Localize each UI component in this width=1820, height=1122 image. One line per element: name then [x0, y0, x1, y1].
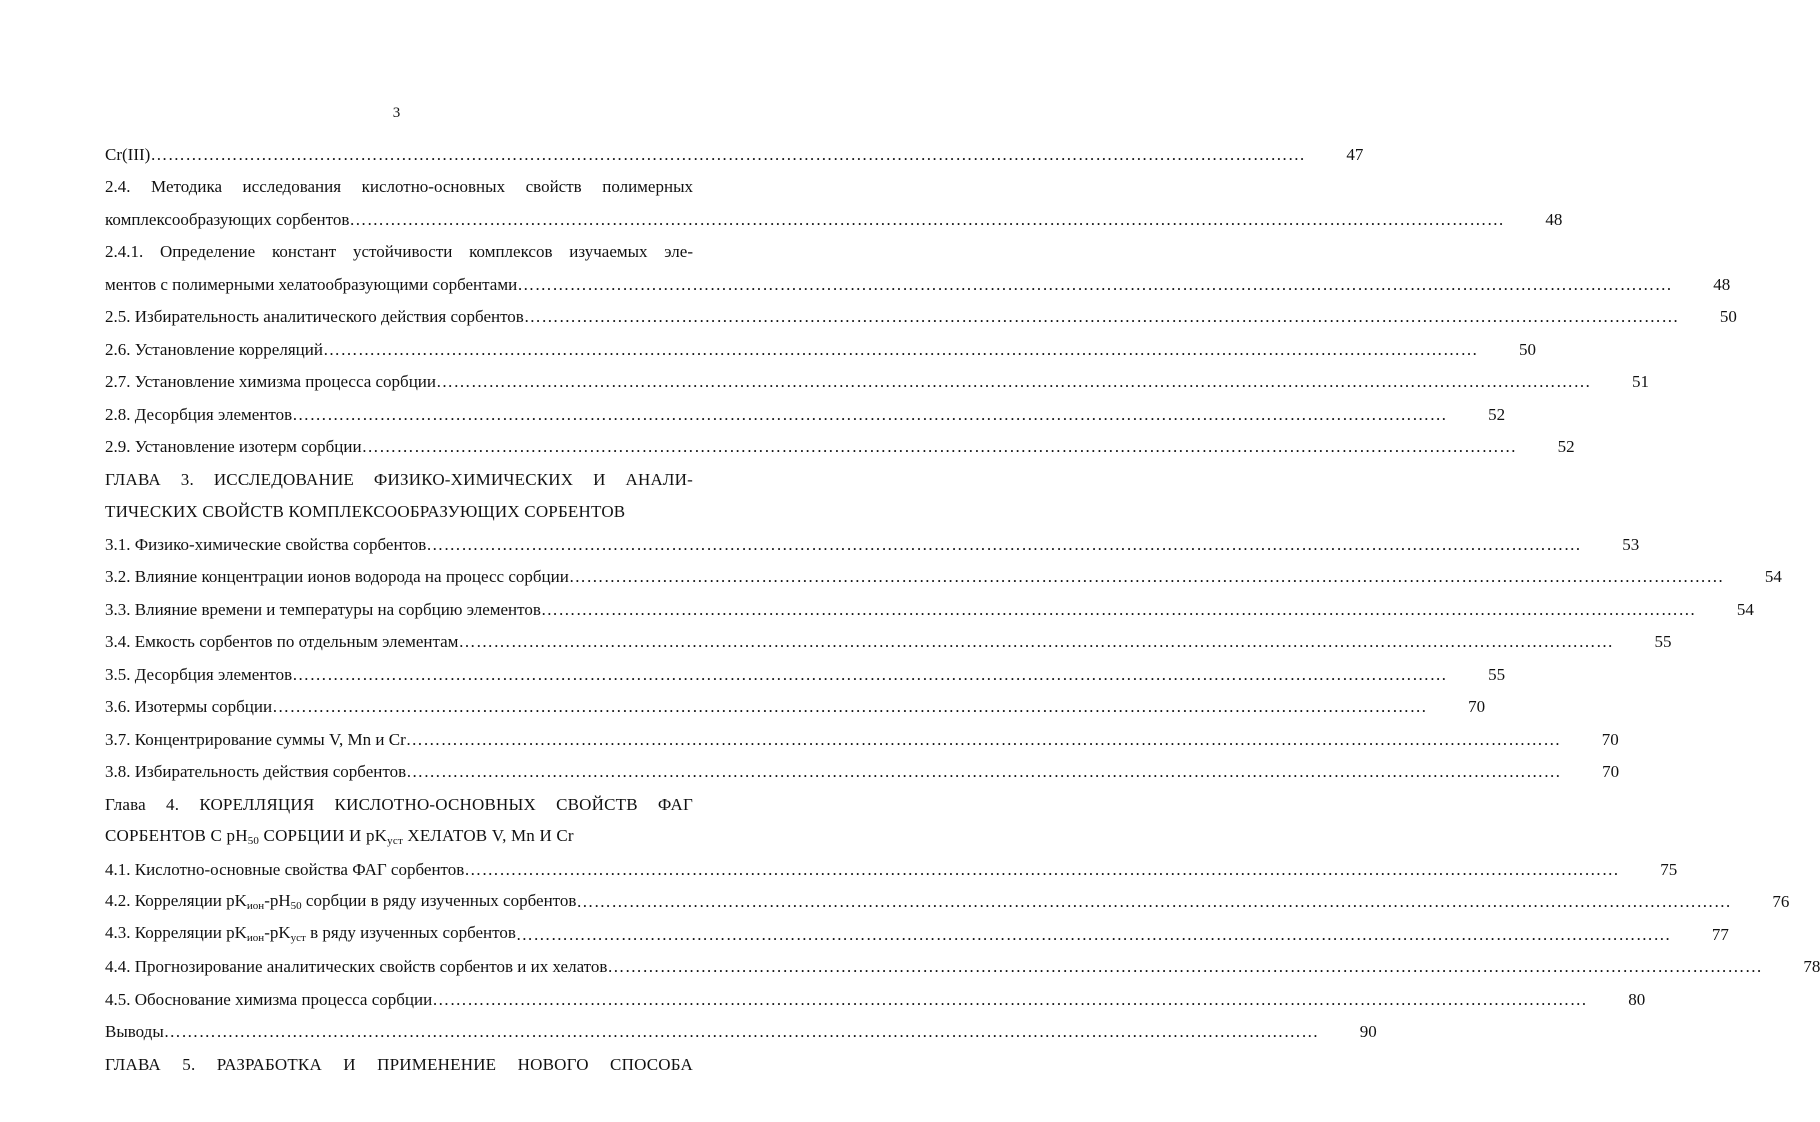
toc-entry-page: 55 — [1654, 632, 1672, 652]
subscript: уст — [387, 834, 403, 847]
toc-entry — [105, 398, 1506, 431]
toc-entry-title: 3.7. Концентрирование суммы V, Mn и Cr — [105, 729, 406, 749]
toc-entry — [105, 561, 1782, 594]
toc-entry — [105, 593, 1754, 626]
toc-leader-dots — [458, 633, 1613, 650]
subscript: ион — [246, 899, 265, 912]
toc-entry-title: 3.2. Влияние концентрации ионов водорода на процесс сорбции — [105, 567, 569, 587]
toc-entry — [105, 301, 1737, 334]
toc-entry-title: 3.8. Избирательность действия сорбентов — [105, 762, 407, 782]
title-part: -pK — [264, 923, 291, 943]
toc-leader-dots — [164, 1023, 1319, 1040]
toc-leader-dots — [292, 666, 1447, 683]
toc-entry-page: 75 — [1660, 859, 1678, 879]
toc-leader-dots — [150, 146, 1305, 163]
toc-entry-page: 50 — [1518, 339, 1536, 359]
toc-entry-title: 2.5. Избирательность аналитического действия сорбентов — [105, 307, 524, 327]
toc-leader-dots — [362, 438, 1517, 455]
toc-leader-dots — [569, 568, 1724, 585]
toc-entry — [105, 756, 1620, 789]
chapter-heading — [105, 496, 738, 529]
toc-entry-title: 3.4. Емкость сорбентов по отдельным элементам — [105, 632, 459, 652]
chapter-heading — [105, 463, 738, 496]
toc-entry-title: 2.4.1. Определение констант устойчивости комплексов изучаемых эле- — [105, 242, 693, 262]
chapter-heading-text: Глава 4. КОРЕЛЛЯЦИЯ КИСЛОТНО-ОСНОВНЫХ СВОЙСТВ ФАГ — [105, 794, 693, 814]
toc-entry — [105, 658, 1506, 691]
toc-entry-title: комплексообразующих сорбентов — [105, 209, 350, 229]
toc-entry-title: 2.7. Установление химизма процесса сорбции — [105, 372, 437, 392]
toc-entry-page: 47 — [1346, 144, 1364, 164]
toc-entry-page: 48 — [1545, 209, 1563, 229]
heading-part: СОРБЕНТОВ С pH — [105, 825, 248, 845]
chapter-heading — [105, 788, 738, 821]
toc-entry-page: 54 — [1736, 599, 1754, 619]
toc-entry-title: 2.9. Установление изотерм сорбции — [105, 437, 362, 457]
toc-leader-dots — [406, 731, 1561, 748]
toc-entry — [105, 366, 1650, 399]
toc-entry-page: 54 — [1764, 567, 1782, 587]
toc-entry-title — [105, 924, 516, 944]
toc-entry — [105, 886, 1790, 919]
toc-entry-page: 53 — [1622, 534, 1640, 554]
toc-entry-title: 3.5. Десорбция элементов — [105, 664, 293, 684]
toc-entry — [105, 951, 1820, 984]
toc-entry-page: 52 — [1488, 404, 1506, 424]
title-part: 4.3. Корреляции pK — [105, 923, 247, 943]
toc-entry — [105, 138, 1364, 171]
toc-entry-page: 52 — [1557, 437, 1575, 457]
chapter-heading — [105, 1048, 738, 1081]
toc-entry-page: 51 — [1632, 372, 1650, 392]
toc-leader-dots — [292, 406, 1447, 423]
toc-entry-page: 77 — [1711, 924, 1729, 944]
toc-entry-title: 4.4. Прогнозирование аналитических свойств сорбентов и их хелатов — [105, 957, 608, 977]
toc-entry-title: 3.6. Изотермы сорбции — [105, 697, 273, 717]
chapter-heading-text: ТИЧЕСКИХ СВОЙСТВ КОМПЛЕКСООБРАЗУЮЩИХ СОРБЕНТОВ — [105, 502, 626, 522]
toc-leader-dots — [323, 341, 1478, 358]
chapter-heading-text: ГЛАВА 3. ИССЛЕДОВАНИЕ ФИЗИКО-ХИМИЧЕСКИХ И АНАЛИ- — [105, 469, 693, 489]
title-part: в ряду изученных сорбентов — [305, 923, 516, 943]
toc-entry — [105, 268, 1731, 301]
toc-entry-title: 4.1. Кислотно-основные свойства ФАГ сорбентов — [105, 859, 465, 879]
toc-entry-title: ментов с полимерными хелатообразующими сорбентами — [105, 274, 518, 294]
toc-entry-page: 90 — [1359, 1022, 1377, 1042]
toc-leader-dots — [436, 373, 1591, 390]
toc-entry — [105, 626, 1672, 659]
toc-leader-dots — [607, 958, 1762, 975]
toc-entry — [105, 1016, 1377, 1049]
subscript: уст — [290, 932, 306, 945]
toc-entry-title: Выводы — [105, 1022, 164, 1042]
title-part: -pH — [264, 890, 291, 910]
toc-leader-dots — [349, 211, 1504, 228]
subscript: ион — [246, 932, 265, 945]
toc-leader-dots — [426, 536, 1581, 553]
page-number: 3 — [392, 105, 401, 121]
toc-leader-dots — [464, 861, 1619, 878]
toc-entry-page: 70 — [1602, 762, 1620, 782]
toc-entry — [105, 203, 1563, 236]
chapter-heading — [105, 821, 738, 854]
toc-entry-title: Cr(III) — [105, 144, 151, 164]
toc-entry-page: 80 — [1628, 989, 1646, 1009]
toc-entry — [105, 723, 1619, 756]
toc-leader-dots — [541, 601, 1696, 618]
toc-leader-dots — [432, 991, 1587, 1008]
title-part: сорбции в ряду изученных сорбентов — [301, 890, 577, 910]
chapter-heading-text: ГЛАВА 5. РАЗРАБОТКА И ПРИМЕНЕНИЕ НОВОГО СПОСОБА — [105, 1054, 693, 1074]
toc-entry — [105, 918, 1729, 951]
toc-entry-title: 2.6. Установление корреляций — [105, 339, 323, 359]
toc-entry-title: 3.1. Физико-химические свойства сорбентов — [105, 534, 427, 554]
toc-entry — [105, 691, 1486, 724]
toc-leader-dots — [272, 698, 1427, 715]
toc-entry-page: 78 — [1803, 957, 1820, 977]
toc-entry-page: 55 — [1488, 664, 1506, 684]
toc-entry — [105, 171, 738, 204]
toc-entry-page: 48 — [1713, 274, 1731, 294]
toc-entry-title — [105, 892, 576, 912]
toc-entry — [105, 983, 1646, 1016]
heading-part: СОРБЦИИ И pK — [259, 825, 388, 845]
toc-entry-page: 70 — [1601, 729, 1619, 749]
title-part: 4.2. Корреляции pK — [105, 890, 247, 910]
toc-entry-title: 3.3. Влияние времени и температуры на сорбцию элементов — [105, 599, 541, 619]
toc-leader-dots — [406, 763, 1561, 780]
table-of-contents — [105, 138, 1820, 1081]
subscript: 50 — [247, 834, 260, 847]
toc-entry-title: 2.4. Методика исследования кислотно-основных свойств полимерных — [105, 177, 693, 197]
toc-leader-dots — [516, 926, 1671, 943]
heading-part: ХЕЛАТОВ V, Mn И Cr — [402, 825, 574, 845]
toc-entry-page: 70 — [1468, 697, 1486, 717]
toc-entry — [105, 853, 1678, 886]
subscript: 50 — [290, 899, 302, 912]
toc-entry-page: 50 — [1719, 307, 1737, 327]
toc-entry-title: 4.5. Обоснование химизма процесса сорбции — [105, 989, 433, 1009]
toc-leader-dots — [576, 893, 1731, 910]
toc-leader-dots — [524, 308, 1679, 325]
toc-entry — [105, 431, 1575, 464]
chapter-heading-text — [105, 827, 693, 847]
toc-entry-page: 76 — [1772, 892, 1790, 912]
toc-entry-title: 2.8. Десорбция элементов — [105, 404, 293, 424]
toc-entry — [105, 236, 738, 269]
toc-leader-dots — [517, 276, 1672, 293]
toc-entry — [105, 333, 1536, 366]
toc-entry — [105, 528, 1640, 561]
